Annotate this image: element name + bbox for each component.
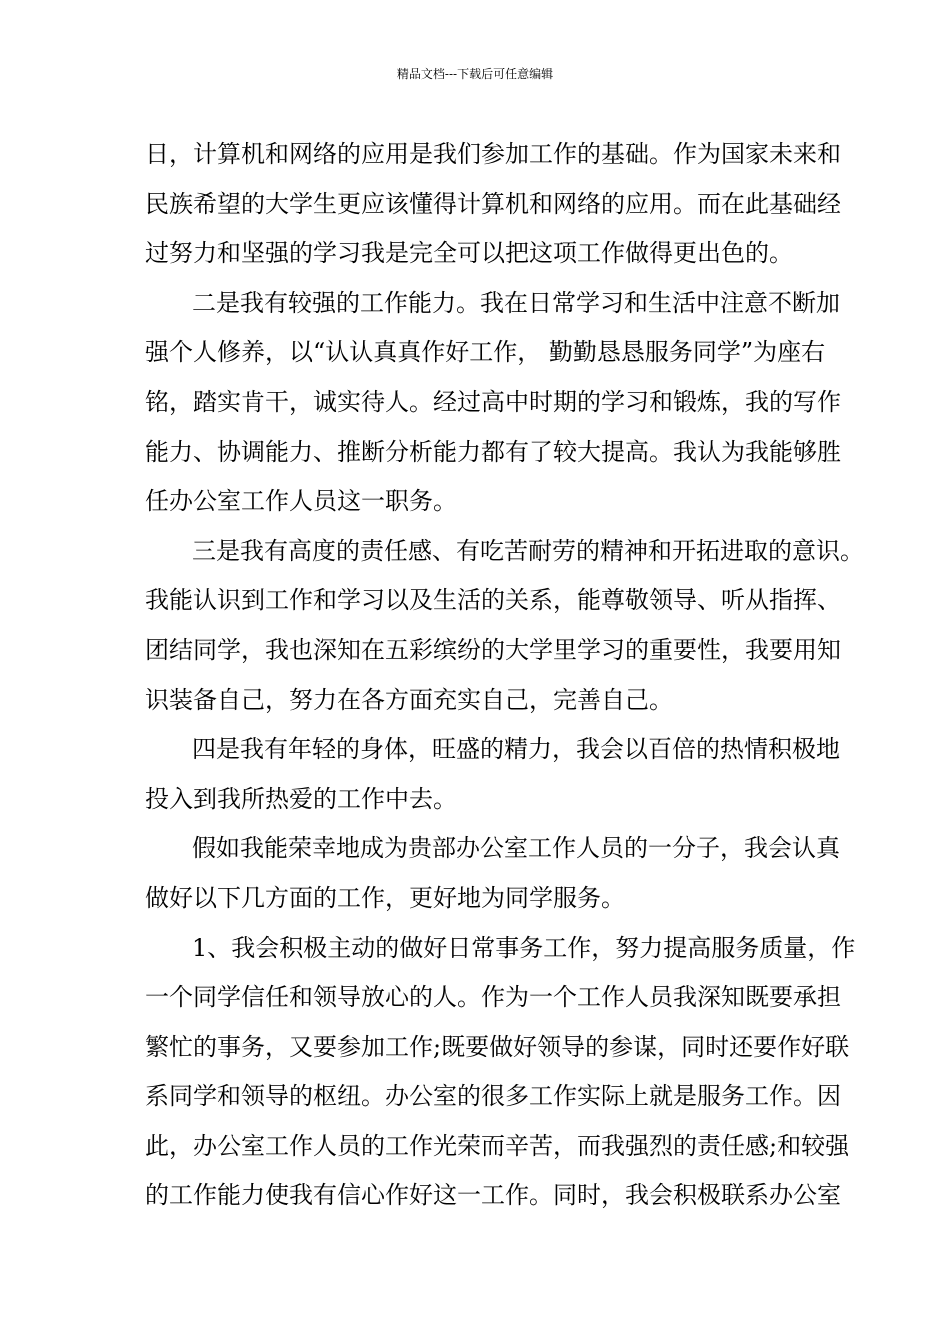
text-line: 三是我有高度的责任感、有吃苦耐劳的精神和开拓进取的意识。 (192, 536, 864, 565)
text-line: 铭，踏实肯干，诚实待人。经过高中时期的学习和锻炼，我的写作 (145, 387, 841, 416)
paragraph-energy (145, 725, 840, 824)
text-line: 一个同学信任和领导放心的人。作为一个工作人员我深知既要承担 (145, 983, 841, 1012)
text-line: 能力、协调能力、推断分析能力都有了较大提高。我认为我能够胜 (145, 437, 841, 466)
paragraph-work-ability (145, 279, 841, 527)
text-line: 日，计算机和网络的应用是我们参加工作的基础。作为国家未来和 (145, 140, 841, 168)
text-line: 任办公室工作人员这一职务。 (145, 487, 457, 516)
text-line: 四是我有年轻的身体，旺盛的精力，我会以百倍的热情积极地 (192, 735, 840, 764)
text-line: 过努力和坚强的学习我是完全可以把这项工作做得更出色的。 (145, 239, 793, 268)
paragraph-commitment (145, 824, 840, 923)
text-line: 系同学和领导的枢纽。办公室的很多工作实际上就是服务工作。因 (145, 1082, 841, 1111)
document-body (145, 130, 864, 1221)
text-line: 识装备自己，努力在各方面充实自己，完善自己。 (145, 685, 673, 714)
text-line: 做好以下几方面的工作，更好地为同学服务。 (145, 883, 625, 912)
text-line: 此，办公室工作人员的工作光荣而辛苦，而我强烈的责任感;和较强 (145, 1131, 850, 1160)
text-line: 强个人修养，以“认认真真作好工作， 勤勤恳恳服务同学”为座右 (145, 338, 826, 367)
paragraph-responsibility (145, 527, 864, 725)
text-line: 我能认识到工作和学习以及生活的关系，能尊敬领导、听从指挥、 (145, 586, 841, 615)
text-line: 的工作能力使我有信心作好这一工作。同时，我会积极联系办公室 (145, 1181, 841, 1210)
paragraph-continuation (145, 130, 841, 279)
text-line: 团结同学，我也深知在五彩缤纷的大学里学习的重要性，我要用知 (145, 635, 841, 664)
paragraph-item-1 (145, 924, 856, 1222)
text-line: 投入到我所热爱的工作中去。 (145, 784, 457, 813)
text-line: 民族希望的大学生更应该懂得计算机和网络的应用。而在此基础经 (145, 189, 841, 218)
text-line: 二是我有较强的工作能力。我在日常学习和生活中注意不断加 (192, 288, 840, 317)
text-line: 假如我能荣幸地成为贵部办公室工作人员的一分子，我会认真 (192, 834, 840, 863)
page-header: 精品文档---下载后可任意编辑 (396, 67, 554, 81)
text-line: 1、我会积极主动的做好日常事务工作，努力提高服务质量，作 (192, 933, 856, 962)
text-line: 繁忙的事务，又要参加工作;既要做好领导的参谋，同时还要作好联 (145, 1032, 850, 1061)
